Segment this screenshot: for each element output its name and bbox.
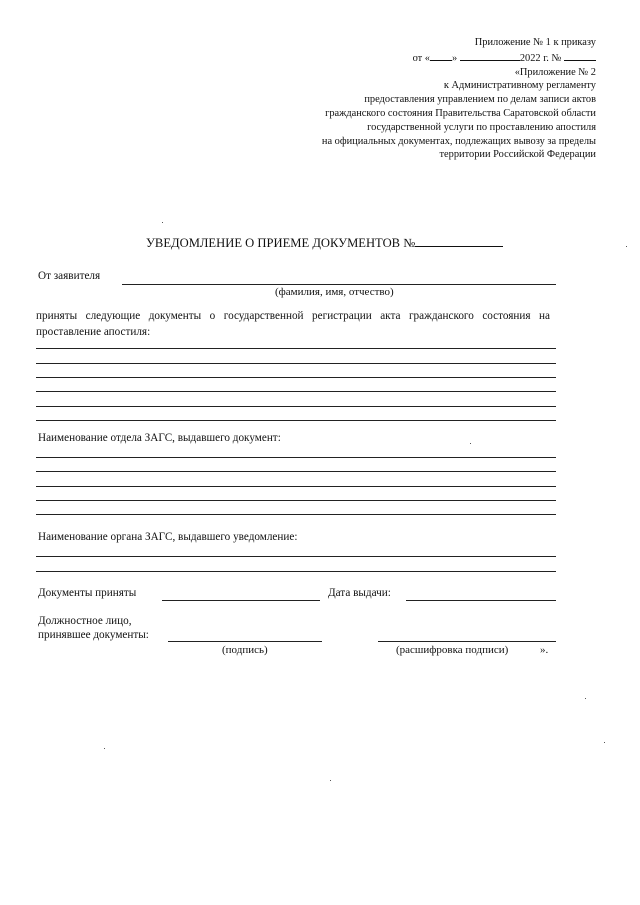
zags-issued-line[interactable] — [36, 500, 556, 501]
applicant-name-line[interactable] — [122, 284, 556, 285]
fio-caption: (фамилия, имя, отчество) — [275, 286, 394, 298]
signature-line[interactable] — [168, 641, 322, 642]
scan-speck — [585, 698, 586, 699]
notice-number-blank[interactable] — [415, 236, 503, 247]
documents-line[interactable] — [36, 391, 556, 392]
zags-notice-line[interactable] — [36, 571, 556, 572]
header-quote: » — [452, 52, 458, 64]
header-line-1: Приложение № 1 к приказу — [474, 37, 596, 48]
header-from: от « — [412, 52, 430, 64]
signature-decode-line[interactable] — [378, 641, 556, 642]
docs-accepted-line[interactable] — [162, 600, 320, 601]
scan-speck — [626, 246, 627, 247]
header-year: 2022 г. № — [519, 52, 562, 64]
header-line-8: на официальных документах, подлежащих вывозу за пределы — [321, 135, 596, 147]
document-header — [322, 36, 596, 162]
documents-line[interactable] — [36, 348, 556, 349]
issue-date-label: Дата выдачи: — [328, 587, 391, 599]
from-applicant-label: От заявителя — [38, 270, 101, 282]
zags-issued-label: Наименование отдела ЗАГС, выдавшего документ: — [38, 432, 281, 444]
zags-notice-label: Наименование органа ЗАГС, выдавшего уведомление: — [38, 531, 298, 543]
header-line-4: к Административному регламенту — [443, 80, 596, 92]
form-title — [146, 236, 503, 251]
scan-speck — [330, 780, 331, 781]
form-title-text: УВЕДОМЛЕНИЕ О ПРИЕМЕ ДОКУМЕНТОВ № — [146, 236, 416, 250]
header-line-2 — [322, 50, 596, 66]
docs-accepted-label: Документы приняты — [38, 587, 137, 599]
zags-issued-line[interactable] — [36, 486, 556, 487]
month-blank[interactable] — [460, 50, 520, 61]
header-line-9: территории Российской Федерации — [439, 149, 596, 161]
zags-issued-line[interactable] — [36, 471, 556, 472]
issue-date-line[interactable] — [406, 600, 556, 601]
header-line-5: предоставления управлением по делам записи актов — [364, 94, 596, 106]
zags-issued-line[interactable] — [36, 457, 556, 458]
header-line-3: «Приложение № 2 — [514, 66, 596, 78]
scan-speck — [470, 443, 471, 444]
day-blank[interactable] — [430, 50, 452, 61]
official-label-2: принявшее документы: — [38, 629, 149, 641]
closing-mark: ». — [540, 644, 549, 656]
scan-speck — [604, 742, 605, 743]
scan-speck — [162, 222, 163, 223]
header-line-6: гражданского состояния Правительства Саратовской области — [325, 107, 596, 119]
order-number-blank[interactable] — [564, 50, 596, 61]
zags-issued-line[interactable] — [36, 514, 556, 515]
scan-speck — [104, 748, 105, 749]
documents-line[interactable] — [36, 363, 556, 364]
documents-line[interactable] — [36, 377, 556, 378]
header-line-7: государственной услуги по проставлению апостиля — [367, 121, 596, 133]
signature-decode-caption: (расшифровка подписи) — [396, 644, 509, 656]
signature-caption: (подпись) — [222, 644, 268, 656]
documents-line[interactable] — [36, 420, 556, 421]
official-label-1: Должностное лицо, — [38, 615, 132, 627]
accepted-documents-text: приняты следующие документы о государственной регистрации акта гражданского состояния на проставление апостиля: — [36, 310, 550, 338]
zags-notice-line[interactable] — [36, 556, 556, 557]
documents-line[interactable] — [36, 406, 556, 407]
